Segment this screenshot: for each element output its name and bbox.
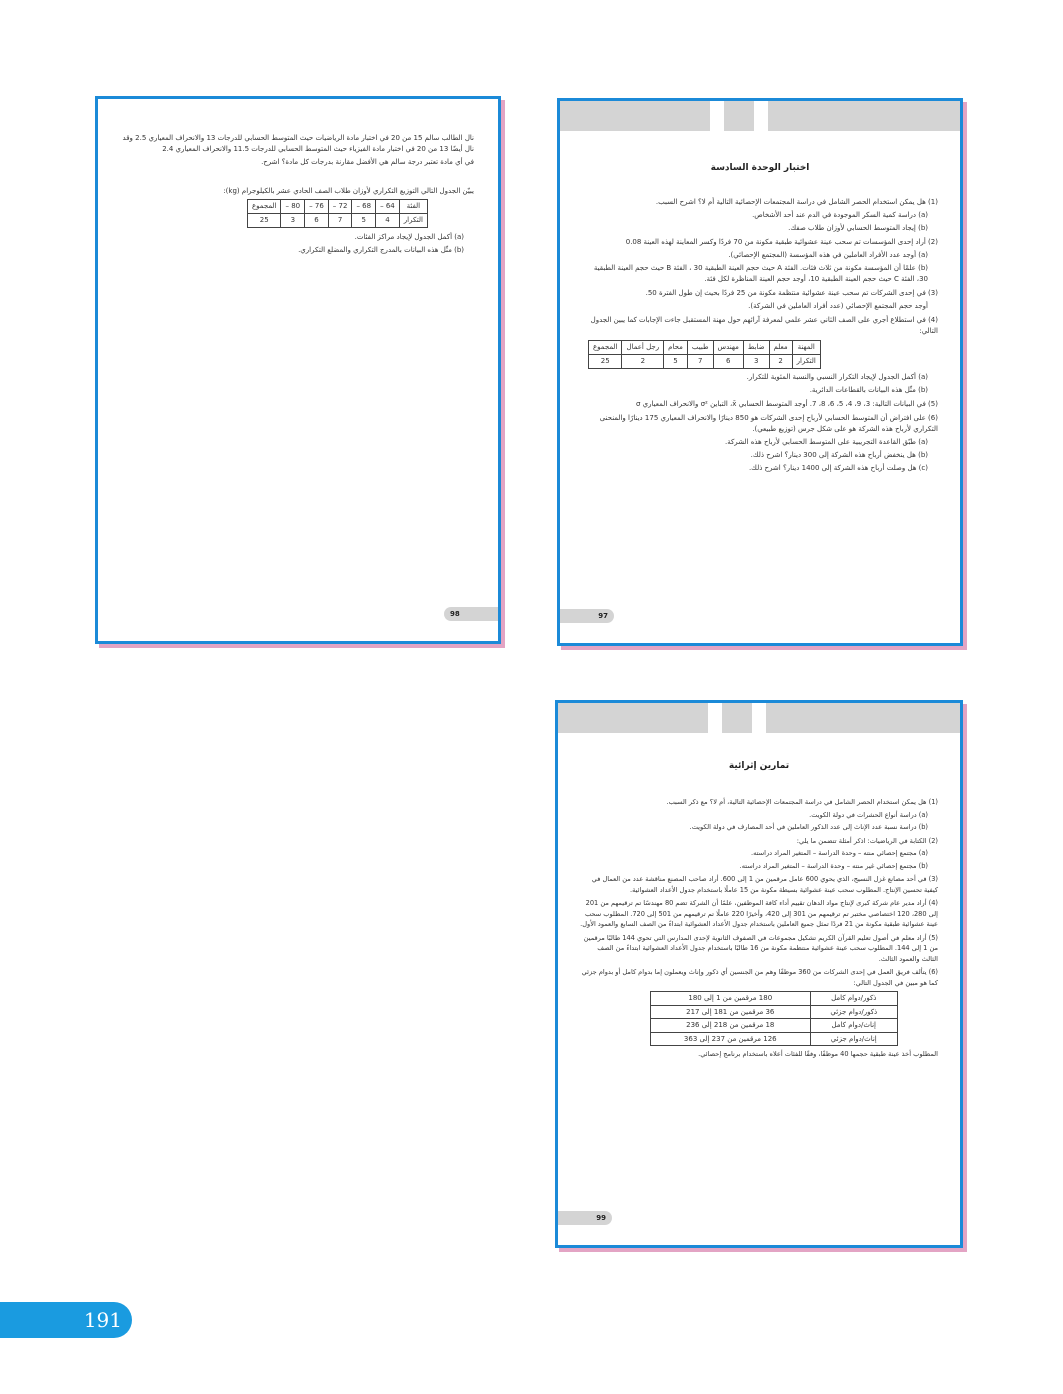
weights-table: [247, 199, 428, 228]
question-5: [580, 933, 938, 965]
table-cell: 3: [743, 355, 769, 369]
question-1-b: (b) دراسة نسبة عدد الإناث إلى عدد الذكور العاملين في أحد المصارف في دولة الكويت.: [689, 823, 928, 831]
question-1-b: (b) إيجاد المتوسط الحسابي لأوزان طلاب صفك.: [788, 224, 928, 232]
question-1-text: (1) هل يمكن استخدام الحصر الشامل في دراسة المجتمعات الإحصائية التالية، أم لا؟ مع ذكر السبب.: [666, 798, 938, 806]
page-99: [555, 700, 963, 1248]
table-cell: 2: [769, 355, 792, 369]
question-1-text: (1) هل يمكن استخدام الحصر الشامل في دراسة المجتمعات الإحصائية التالية أم لا؟ اشرح السبب.: [655, 198, 938, 206]
table-row: [651, 1032, 898, 1046]
weights-table-header: [247, 200, 427, 214]
question-7: [120, 133, 474, 168]
question-3-text: (3) في أحد مصانع غزل النسيج، الذي يحوي 600 عامل مرقمين من 1 إلى 600. أراد صاحب المصنع مناقشة عدد من العمال في كيفية تحسين الإنتاج. المطلوب سحب عينة عشوائية بسيطة مكونة من 15 عاملًا باستخدام جدول الأعداد العشوائية.: [591, 875, 938, 894]
page-99-content: [580, 797, 938, 1063]
table-cell: المجموع: [589, 341, 622, 355]
question-4-text: (4) أراد مدير عام شركة كبرى لإنتاج مواد الدهان تقييم أداء كافة الموظفين، علمًا أن الشركة تضم 80 مهندسًا تم ترقيمهم من 201 إلى 280، 120 اختصاصي مختبر تم ترقيمهم من 301 إلى 420، وأخيرًا 220 عاملًا تم ترقيمهم من 501 إلى 720. المطلوب سحب عينة عشوائية طبقية مكونة من 21 فردًا تمثل جميع العاملين باستخدام جدول الأعداد العشوائية ابتداءً من الصف السابع والعمود الأول.: [580, 899, 938, 928]
table-cell: المجموع: [247, 200, 280, 214]
table-cell: 25: [247, 214, 280, 228]
table-cell: ضابط: [743, 341, 769, 355]
question-4: [582, 315, 938, 396]
table-cell: 64 –: [376, 200, 400, 214]
header-band: [560, 101, 960, 131]
table-cell: 6: [713, 355, 743, 369]
table-cell: 25: [589, 355, 622, 369]
question-2-a: (a) مجتمع إحصائي منته – وحدة الدراسة – المتغير المراد دراسته.: [750, 849, 928, 857]
question-8-text: يبيّن الجدول التالي التوزيع التكراري لأوزان طلاب الصف الحادي عشر بالكيلوجرام (kg):: [223, 187, 474, 195]
question-2-text: (2) الكتابة في الرياضيات: اذكر أمثلة تتضمن ما يلي:: [796, 836, 938, 845]
question-3: [582, 288, 938, 312]
page-97: [557, 98, 963, 646]
question-8: [120, 186, 474, 256]
question-1-a: (a) دراسة أنواع الحشرات في دولة الكويت.: [809, 810, 928, 819]
question-1: [580, 797, 938, 833]
page-97-title: اختبار الوحدة السادسة: [710, 163, 810, 173]
table-cell: 68 –: [352, 200, 376, 214]
table-cell: 3: [281, 214, 305, 228]
question-2-b: (b) علمًا أن المؤسسة مكونة من ثلاث فئات. الفئة A حيث حجم العينة الطبقية 30 ، الفئة B حيث حجم العينة الطبقية 30، الفئة C حيث حجم العينة الطبقية 10، أوجد حجم العينة المناظرة لكل فئة.: [593, 264, 928, 283]
table-cell: 76 –: [305, 200, 329, 214]
header-square: [754, 101, 768, 131]
question-3-text: (3) في إحدى الشركات تم سحب عينة عشوائية منتظمة مكونة من 25 فردًا بحيث إن طول الفترة 50.: [645, 289, 938, 297]
question-4-b: (b) مثّل هذه البيانات بالقطاعات الدائرية.: [809, 386, 928, 394]
question-6: [580, 967, 938, 1060]
question-7-prompt: في أي مادة تعتبر درجة سالم هي الأفضل مقارنة بدرجات كل مادة؟ اشرح.: [261, 158, 474, 166]
question-6-text: (6) على افتراض أن المتوسط الحسابي لأرباح إحدى الشركات هو 850 دينارًا والانحراف المعياري 175 دينارًا والمنحنى التكراري لأرباح هذه الشركة هو على شكل جرس (توزيع طبيعي).: [599, 414, 938, 433]
page-97-content: [582, 197, 938, 477]
table-cell: إناث/دوام كامل: [810, 1019, 897, 1033]
question-2: [582, 237, 938, 285]
table-cell: طبيب: [687, 341, 713, 355]
question-6-a: (a) طبّق القاعدة التجريبية على المتوسط الحسابي لأرباح هذه الشركة.: [724, 438, 928, 446]
question-1-a: (a) دراسة كمية السكر الموجودة في الدم عند أحد الأشخاص.: [752, 211, 928, 219]
table-cell: 4: [376, 214, 400, 228]
page-98-content: [120, 133, 474, 259]
question-4-a: (a) أكمل الجدول لإيجاد التكرار النسبي والنسبة المئوية للتكرار.: [746, 373, 928, 381]
question-5-text: (5) في البيانات التالية: 3، 9، 4، 5، 6، 8، 7. أوجد المتوسط الحسابي x̄، التباين σ² والانحراف المعياري σ: [636, 400, 938, 408]
table-cell: 5: [664, 355, 688, 369]
table-cell: 126 مرقمين من 237 إلى 363: [651, 1032, 811, 1046]
table-cell: التكرار: [399, 214, 427, 228]
table-cell: 7: [328, 214, 352, 228]
question-6-text: (6) يتألف فريق العمل في إحدى الشركات من 360 موظفًا وهم من الجنسين أي ذكور وإناث ويعملون إما بدوام كامل أو بدوام جزئي كما هو مبين في الجدول التالي:: [581, 968, 938, 987]
question-4-text: (4) في استطلاع أجري على الصف الثاني عشر علمي لمعرفة آرائهم حول مهنة المستقبل جاءت الإجابات كما يبين الجدول التالي:: [590, 316, 938, 335]
question-8-b: (b) مثّل هذه البيانات بالمدرج التكراري والمضلع التكراري.: [298, 246, 464, 254]
header-square: [752, 703, 766, 733]
question-5-text: (5) أراد معلم في أصول تعليم القرآن الكريم تشكيل مجموعات في الصفوف الثانوية لإحدى المدارس التي تحوي 144 طالبًا مرقمين من 1 إلى 144. المطلوب سحب عينة عشوائية منتظمة مكونة من 16 طالبًا باستخدام جدول الأعداد العشوائية ابتداءً من الصف الثالث والعمود الثالث.: [583, 933, 938, 963]
table-cell: 5: [352, 214, 376, 228]
table-cell: المهنة: [792, 341, 820, 355]
table-row: [651, 992, 898, 1006]
question-1: [582, 197, 938, 234]
table-cell: 18 مرقمين من 218 إلى 236: [651, 1019, 811, 1033]
question-8-a: (a) أكمل الجدول لإيجاد مراكز الفئات.: [354, 233, 464, 241]
table-cell: الفئة: [399, 200, 427, 214]
page-98: [95, 96, 501, 644]
question-6-footer: المطلوب أخذ عينة طبقية حجمها 40 موظفًا، وفقًا للفئات أعلاه باستخدام برنامج إحصائي.: [698, 1050, 938, 1058]
page-99-title: تمارين إثرائية: [728, 761, 790, 771]
table-cell: ذكور/دوام جزئي: [810, 1005, 897, 1019]
page-number-99: 99: [558, 1211, 612, 1225]
question-3: [580, 874, 938, 895]
table-cell: 2: [622, 355, 664, 369]
question-4: [580, 898, 938, 930]
question-2-a: (a) أوجد عدد الأفراد العاملين في هذه المؤسسة (المجتمع الإحصائي).: [728, 251, 928, 259]
question-6-c: (c) هل وصلت أرباح هذه الشركة إلى 1400 دينار؟ اشرح ذلك.: [748, 464, 928, 472]
question-6: [582, 413, 938, 474]
table-cell: 72 –: [328, 200, 352, 214]
table-cell: 36 مرقمين من 181 إلى 217: [651, 1005, 811, 1019]
table-cell: 7: [687, 355, 713, 369]
page-number-badge: 191: [0, 1302, 132, 1338]
professions-table-header: [589, 341, 821, 355]
table-cell: إناث/دوام جزئي: [810, 1032, 897, 1046]
table-cell: محام: [664, 341, 688, 355]
table-cell: 80 –: [281, 200, 305, 214]
header-square: [710, 101, 724, 131]
header-band: [558, 703, 960, 733]
table-cell: ذكور/دوام كامل: [810, 992, 897, 1006]
professions-table: [588, 340, 821, 369]
table-cell: 180 مرقمين من 1 إلى 180: [651, 992, 811, 1006]
question-5: [582, 399, 938, 410]
professions-table-row: [589, 355, 821, 369]
page-number-98: 98: [444, 607, 498, 621]
weights-table-row: [247, 214, 427, 228]
table-cell: معلم: [769, 341, 792, 355]
page-number-97: 97: [560, 609, 614, 623]
table-cell: مهندس: [713, 341, 743, 355]
question-6-b: (b) هل ينخفض أرباح هذه الشركة إلى 300 دينار؟ اشرح ذلك.: [750, 451, 928, 459]
table-row: [651, 1005, 898, 1019]
header-square: [708, 703, 722, 733]
table-cell: رجل أعمال: [622, 341, 664, 355]
question-3-line2: أوجد حجم المجتمع الإحصائي (عدد أفراد العاملين في الشركة).: [748, 302, 928, 310]
table-row: [651, 1019, 898, 1033]
question-7-text: نال الطالب سالم 15 من 20 في اختبار مادة الرياضيات حيث المتوسط الحسابي للدرجات 13 والانحراف المعياري 2.5 وقد نال أيضًا 13 من 20 في اختبار مادة الفيزياء حيث المتوسط الحسابي للدرجات 11.5 والانحراف المعياري 2.4: [122, 134, 474, 153]
question-2: [580, 836, 938, 872]
table-cell: التكرار: [792, 355, 820, 369]
question-2-b: (b) مجتمع إحصائي غير منته – وحدة الدراسة – المتغير المراد دراسته.: [739, 861, 928, 870]
question-2-text: (2) أراد إحدى المؤسسات تم سحب عينة عشوائية طبقية مكونة من 70 فردًا وكسر المعاينة لهذه العينة 0.08: [625, 238, 938, 246]
employees-table: [650, 991, 898, 1046]
table-cell: 6: [305, 214, 329, 228]
